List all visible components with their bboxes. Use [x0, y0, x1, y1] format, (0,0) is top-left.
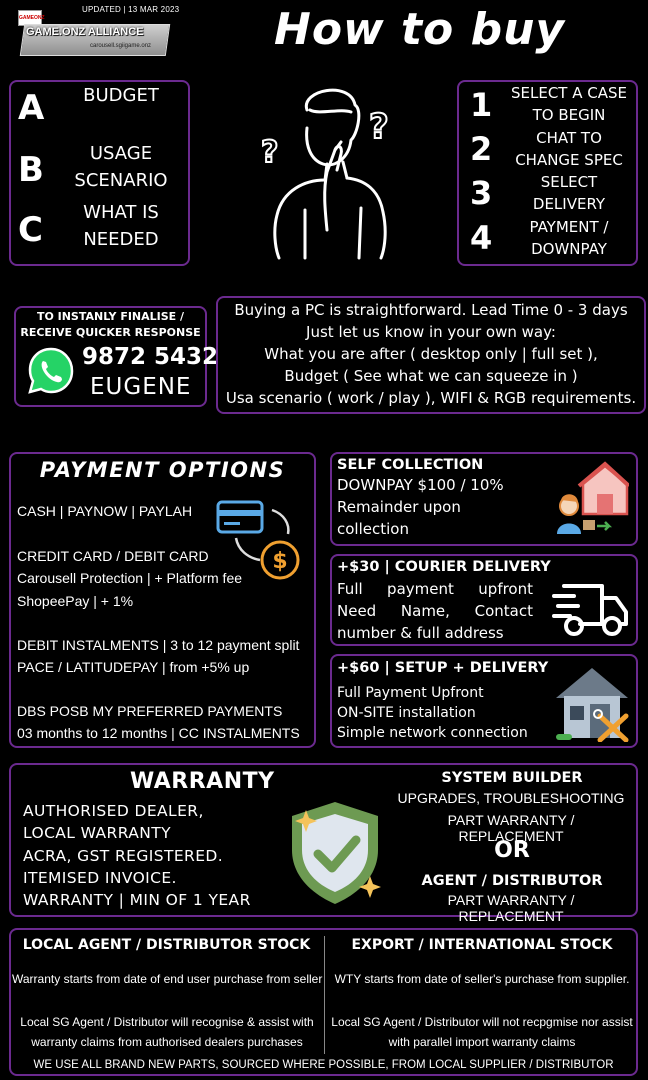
logo	[18, 10, 168, 58]
payment-line-3: CREDIT CARD / DEBIT CARD	[17, 548, 209, 564]
step-number-3: 3	[470, 174, 493, 212]
setup-line-2: ON-SITE installation	[337, 705, 476, 721]
local-stock-title: LOCAL AGENT / DISTRIBUTOR STOCK	[22, 937, 311, 953]
payment-line-1: CASH | PAYNOW | PAYLAH	[17, 503, 193, 519]
warranty-line-3: ACRA, GST REGISTERED.	[23, 847, 224, 865]
contact-name: EUGENE	[90, 374, 192, 400]
warranty-line-1: AUTHORISED DEALER,	[23, 802, 204, 820]
updated-label: UPDATED | 13 MAR 2023	[82, 5, 180, 14]
courier-delivery-title: +$30 | COURIER DELIVERY	[337, 559, 551, 575]
payment-line-10: DBS POSB MY PREFERRED PAYMENTS	[17, 703, 283, 719]
export-stock-p1: WTY starts from date of seller's purchase from supplier.	[334, 972, 630, 986]
criteria-b-line2: SCENARIO	[74, 170, 168, 191]
criteria-letter-c: C	[18, 210, 43, 250]
payment-line-11: 03 months to 12 months | CC INSTALMENTS	[17, 725, 300, 741]
stock-divider	[324, 936, 325, 1054]
payment-line-7: DEBIT INSTALMENTS | 3 to 12 payment split	[17, 637, 300, 653]
house-tools-icon	[554, 664, 632, 742]
contact-heading-2: RECEIVE QUICKER RESPONSE	[20, 326, 201, 339]
criteria-a-line1: BUDGET	[83, 85, 159, 106]
step-number-4: 4	[470, 219, 493, 257]
warranty-title: WARRANTY	[130, 769, 275, 794]
payment-line-4: Carousell Protection | + Platform fee	[17, 570, 243, 586]
footer-note: WE USE ALL BRAND NEW PARTS, SOURCED WHERE POSSIBLE, FROM LOCAL SUPPLIER / DISTRIBUTOR	[33, 1059, 614, 1071]
setup-line-3: Simple network connection	[337, 725, 528, 741]
payment-title: PAYMENT OPTIONS	[39, 458, 286, 482]
step-4-line2: DOWNPAY	[531, 240, 607, 258]
step-4-line1: PAYMENT /	[529, 218, 609, 236]
criteria-letter-a: A	[18, 88, 45, 128]
warranty-line-2: LOCAL WARRANTY	[23, 824, 171, 842]
step-3-line2: DELIVERY	[532, 195, 606, 213]
svg-text:?: ?	[369, 107, 389, 147]
contact-heading-1: TO INSTANLY FINALISE /	[36, 310, 185, 323]
courier-line-2: Need Name, Contact	[337, 602, 533, 620]
step-1-line2: TO BEGIN	[532, 106, 606, 124]
house-collection-icon	[553, 460, 629, 536]
delivery-truck-icon	[552, 580, 630, 640]
local-stock-p2: Local SG Agent / Distributor will recognise & assist with warranty claims from authorised dealers purchases	[20, 1015, 314, 1049]
self-collection-line-1: DOWNPAY $100 / 10%	[337, 476, 504, 494]
self-collection-title: SELF COLLECTION	[337, 457, 484, 473]
step-3-line1: SELECT	[540, 173, 598, 191]
svg-text:$: $	[272, 549, 288, 574]
step-2-line1: CHAT TO	[536, 129, 602, 147]
export-stock-title: EXPORT / INTERNATIONAL STOCK	[351, 937, 613, 953]
setup-line-1: Full Payment Upfront	[337, 685, 484, 701]
self-collection-line-2: Remainder upon	[337, 498, 461, 516]
criteria-c-line1: WHAT IS	[83, 202, 159, 223]
step-2-line2: CHANGE SPEC	[515, 151, 623, 169]
step-number-2: 2	[470, 130, 493, 168]
local-stock-p1: Warranty starts from date of end user purchase from seller	[12, 972, 323, 986]
page-title: How to buy	[274, 4, 566, 55]
intro-line-5: Usa scenario ( work / play ), WIFI & RGB requirements.	[225, 389, 637, 407]
criteria-b-line1: USAGE	[89, 143, 153, 164]
warranty-line-4: ITEMISED INVOICE.	[23, 869, 177, 887]
thinking-person-illustration	[255, 80, 405, 260]
warranty-or: OR	[494, 838, 530, 863]
svg-text:?: ?	[261, 135, 279, 170]
criteria-c-line2: NEEDED	[83, 229, 159, 250]
system-builder-line-2: PART WARRANTY / REPLACEMENT	[447, 812, 575, 844]
setup-delivery-title: +$60 | SETUP + DELIVERY	[337, 660, 549, 676]
payment-line-5: ShopeePay | + 1%	[17, 593, 134, 609]
courier-line-1: Full payment upfront	[337, 580, 533, 598]
intro-line-1: Buying a PC is straightforward. Lead Time 0 - 3 days	[234, 301, 628, 319]
logo-title: GAME.ONZ ALLIANCE	[26, 26, 144, 38]
self-collection-line-3: collection	[337, 520, 409, 538]
warranty-line-5: WARRANTY | MIN OF 1 YEAR	[23, 891, 251, 909]
contact-phone[interactable]: 9872 5432	[82, 344, 219, 370]
card-coin-icon	[214, 498, 304, 582]
agent-distributor-line: PART WARRANTY / REPLACEMENT	[447, 892, 575, 924]
intro-line-3: What you are after ( desktop only | full set ),	[264, 345, 598, 363]
step-number-1: 1	[470, 86, 493, 124]
payment-line-8: PACE / LATITUDEPAY | from +5% up	[17, 659, 250, 675]
intro-line-4: Budget ( See what we can squeeze in )	[284, 367, 578, 385]
whatsapp-icon[interactable]	[26, 346, 76, 396]
shield-check-icon	[282, 796, 388, 908]
intro-line-2: Just let us know in your own way:	[306, 323, 556, 341]
step-1-line1: SELECT A CASE	[510, 84, 627, 102]
export-stock-p2: Local SG Agent / Distributor will not recpgmise nor assist with parallel import warranty claims	[331, 1015, 633, 1049]
system-builder-title: SYSTEM BUILDER	[441, 770, 583, 786]
agent-distributor-title: AGENT / DISTRIBUTOR	[421, 873, 603, 889]
logo-url: carousell.sgiigame.onz	[90, 43, 152, 49]
system-builder-line-1: UPGRADES, TROUBLESHOOTING	[397, 790, 625, 806]
logo-badge: GAMEONZ	[18, 10, 42, 26]
courier-line-3: number & full address	[337, 624, 504, 642]
criteria-letter-b: B	[18, 150, 44, 190]
